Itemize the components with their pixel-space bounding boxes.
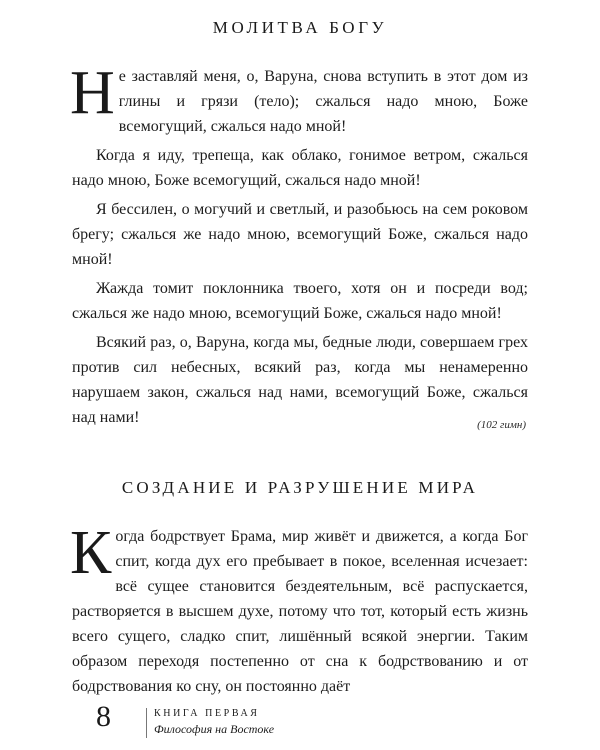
book-title: Философия на Востоке	[154, 722, 275, 736]
section-title-prayer: МОЛИТВА БОГУ	[212, 18, 388, 37]
prayer-text	[70, 59, 528, 434]
paragraph: Когда я иду, трепеща, как облако, гонимое ветром, сжалься надо мною, Боже всемогущий, сжалься надо мной!	[72, 147, 528, 189]
paragraph: Не заставляй меня, о, Варуна, снова вступить в этот дом из глины и грязи (тело); сжалься надо мною, Боже всемогущий, сжалься надо мной!	[70, 59, 528, 135]
paragraph: Когда бодрствует Брама, мир живёт и движется, а когда Бог спит, когда дух его пребывает в покое, вселенная исчезает: всё сущее становится бездеятельным, всё распускается, растворяется в высшем духе, потому что тот, который есть жизнь всего сущего, сладко спит, лишённый всякой энергии. Таким образом переходя постепенно от сна к бодрствованию и от бодрствования ко сну, он постоянно даёт	[70, 519, 528, 695]
page-number: 8	[96, 700, 111, 733]
footer-divider	[146, 708, 147, 738]
drop-cap: Н	[70, 59, 115, 127]
book-label: КНИГА ПЕРВАЯ	[154, 708, 260, 719]
creation-text	[70, 519, 528, 703]
section-title-creation: СОЗДАНИЕ И РАЗРУШЕНИЕ МИРА	[121, 478, 479, 497]
paragraph: Всякий раз, о, Варуна, когда мы, бедные люди, совершаем грех против сил небесных, всякий раз, когда мы ненамеренно нарушаем закон, сжалься над нами, всемогущий Боже, сжалься над нами!	[72, 334, 528, 426]
source-note: (102 гимн)	[477, 419, 526, 431]
running-footer	[154, 707, 274, 737]
drop-cap: К	[70, 519, 112, 587]
paragraph: Жажда томит поклонника твоего, хотя он и посреди вод; сжалься же надо мною, всемогущий Боже, сжалься надо мной!	[72, 280, 528, 322]
paragraph: Я бессилен, о могучий и светлый, и разобьюсь на сем роковом брегу; сжалься же надо мною, всемогущий Боже, сжалься надо мной!	[72, 201, 528, 268]
